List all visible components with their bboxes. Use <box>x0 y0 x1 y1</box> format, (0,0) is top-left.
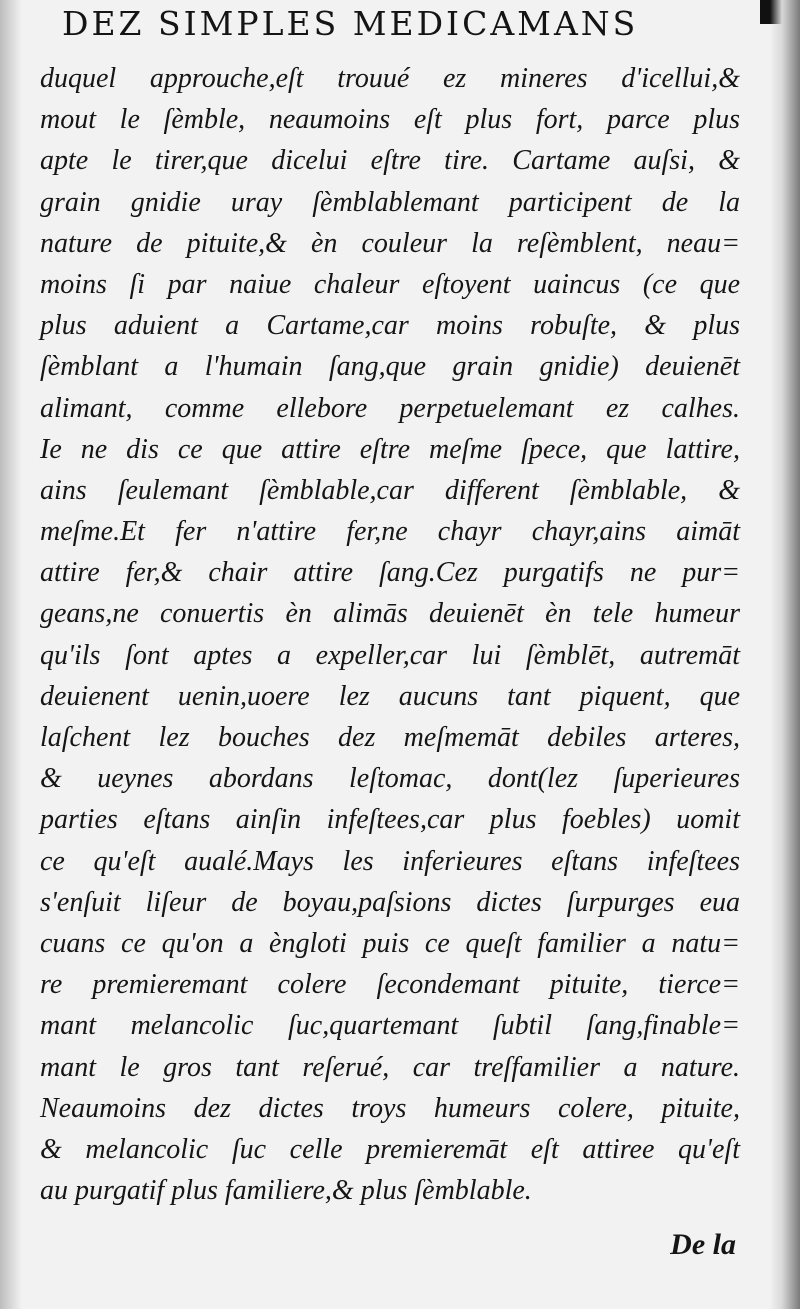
text-line: & ueynes abordans leſtomac, dont(lez ſuperieures <box>40 763 740 795</box>
text-line: mant le gros tant reſerué, car treſfamilier a nature. <box>40 1051 740 1083</box>
catchword: De la <box>670 1228 736 1261</box>
running-head: DEZ SIMPLES MEDICAMANS <box>62 4 639 43</box>
text-line: mout le ſèmble, neaumoins eſt plus fort, parce plus <box>40 104 740 136</box>
text-line: meſme.Et fer n'attire fer,ne chayr chayr,ains aimāt <box>40 516 740 548</box>
text-line: moins ſi par naiue chaleur eſtoyent uaincus (ce que <box>40 268 740 300</box>
text-line: deuienent uenin,uoere lez aucuns tant piquent, que <box>40 680 740 712</box>
text-line: attire fer,& chair attire ſang.Cez purgatifs ne pur= <box>40 557 740 589</box>
body-text <box>40 58 740 1211</box>
text-line: alimant, comme ellebore perpetuelemant ez calhes. <box>40 392 740 424</box>
text-line: re premieremant colere ſecondemant pituite, tierce= <box>40 969 740 1001</box>
text-line: ce qu'eſt aualé.Mays les inferieures eſtans infeſtees <box>40 845 740 877</box>
text-line: qu'ils ſont aptes a expeller,car lui ſèmblēt, autremāt <box>40 639 740 671</box>
text-line: laſchent lez bouches dez meſmemāt debiles arteres, <box>40 722 740 753</box>
text-line: parties eſtans ainſin infeſtees,car plus foebles) uomit <box>40 804 740 836</box>
text-line: mant melancolic ſuc,quartemant ſubtil ſang,finable= <box>40 1010 740 1042</box>
text-line: & melancolic ſuc celle premieremāt eſt attiree qu'eſt <box>40 1133 740 1165</box>
text-line: ains ſeulemant ſèmblable,car different ſèmblable, & <box>40 474 740 506</box>
text-line: plus aduient a Cartame,car moins robuſte, & plus <box>40 310 740 342</box>
text-line: Neaumoins dez dictes troys humeurs colere, pituite, <box>40 1092 740 1124</box>
text-line: nature de pituite,& èn couleur la reſèmblent, neau= <box>40 227 740 259</box>
text-line: grain gnidie uray ſèmblablemant participent de la <box>40 186 740 218</box>
text-line: ſèmblant a l'humain ſang,que grain gnidie) deuienēt <box>40 351 740 383</box>
text-line: geans,ne conuertis èn alimās deuienēt èn tele humeur <box>40 598 740 630</box>
text-line: au purgatif plus familiere,& plus ſèmblable. <box>40 1175 532 1207</box>
text-line: Ie ne dis ce que attire eſtre meſme ſpece, que lattire, <box>40 433 740 465</box>
text-line: apte le tirer,que dicelui eſtre tire. Cartame auſsi, & <box>40 145 740 177</box>
page-corner-shadow <box>760 0 800 24</box>
text-line: duquel approuche,eſt trouué ez mineres d'icellui,& <box>40 63 740 94</box>
text-line: s'enſuit liſeur de boyau,paſsions dictes ſurpurges eua <box>40 886 740 918</box>
text-line: cuans ce qu'on a èngloti puis ce queſt familier a natu= <box>40 927 740 959</box>
